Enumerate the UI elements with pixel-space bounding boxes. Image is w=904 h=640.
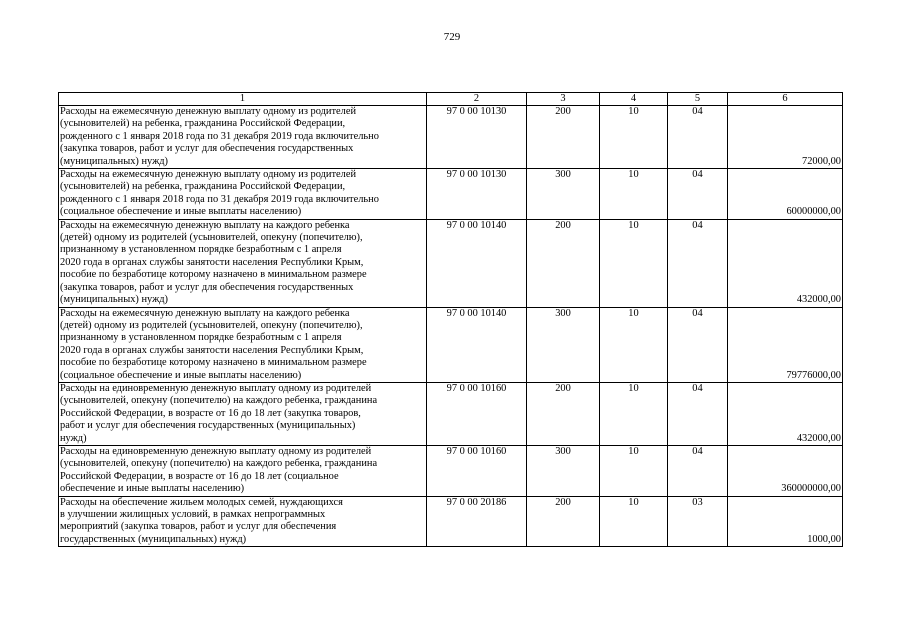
row-amount: 360000000,00 <box>728 445 843 496</box>
row-section: 10 <box>600 307 668 382</box>
row-code: 97 0 00 10140 <box>427 307 527 382</box>
row-amount: 79776000,00 <box>728 307 843 382</box>
row-name: Расходы на единовременную денежную выплату одному из родителей (усыновителей, опекуну (попечителю) на каждого ребенка, гражданина Российской Федерации, в возрасте от 16 до 18 лет (закупка товаров, работ и услуг для обеспечения государственных (муниципальных) нужд) <box>59 382 427 445</box>
row-name: Расходы на ежемесячную денежную выплату на каждого ребенка (детей) одному из родителей (усыновителей, опекуну (попечителю), признанному в установленном порядке безработным с 1 апреля 2020 года в органах службы занятости населения Республики Крым, пособие по безработице которому назначено в минимальном размере (социальное обеспечение и иные выплаты населению) <box>59 307 427 382</box>
row-section: 10 <box>600 106 668 169</box>
row-name: Расходы на обеспечение жильем молодых семей, нуждающихся в улучшении жилищных условий, в рамках непрограммных мероприятий (закупка товаров, работ и услуг для обеспечения государственных (муниципальных) нужд) <box>59 496 427 547</box>
row-name: Расходы на единовременную денежную выплату одному из родителей (усыновителей, опекуну (попечителю) на каждого ребенка, гражданина Российской Федерации, в возрасте от 16 до 18 лет (социальное обеспечение и иные выплаты населению) <box>59 445 427 496</box>
table-row <box>59 382 843 445</box>
table-row <box>59 219 843 307</box>
table-row <box>59 496 843 547</box>
row-code: 97 0 00 10160 <box>427 382 527 445</box>
row-subsection: 04 <box>668 307 728 382</box>
header-cell: 5 <box>668 93 728 106</box>
row-code: 97 0 00 20186 <box>427 496 527 547</box>
row-code: 97 0 00 10140 <box>427 219 527 307</box>
table-row <box>59 169 843 220</box>
row-section: 10 <box>600 169 668 220</box>
row-type: 200 <box>527 219 600 307</box>
row-code: 97 0 00 10130 <box>427 106 527 169</box>
row-name: Расходы на ежемесячную денежную выплату на каждого ребенка (детей) одному из родителей (усыновителей, опекуну (попечителю), признанному в установленном порядке безработным с 1 апреля 2020 года в органах службы занятости населения Республики Крым, пособие по безработице которому назначено в минимальном размере (закупка товаров, работ и услуг для обеспечения государственных (муниципальных) нужд) <box>59 219 427 307</box>
table-header-row <box>59 93 843 106</box>
row-type: 200 <box>527 106 600 169</box>
row-amount: 60000000,00 <box>728 169 843 220</box>
header-cell: 4 <box>600 93 668 106</box>
row-section: 10 <box>600 496 668 547</box>
row-amount: 432000,00 <box>728 382 843 445</box>
row-code: 97 0 00 10160 <box>427 445 527 496</box>
row-section: 10 <box>600 219 668 307</box>
table-row <box>59 445 843 496</box>
row-amount: 1000,00 <box>728 496 843 547</box>
table-row <box>59 106 843 169</box>
page-number: 729 <box>443 31 461 43</box>
row-subsection: 04 <box>668 382 728 445</box>
row-subsection: 04 <box>668 445 728 496</box>
header-cell: 3 <box>527 93 600 106</box>
header-cell: 1 <box>59 93 427 106</box>
table-row <box>59 307 843 382</box>
row-type: 300 <box>527 445 600 496</box>
row-subsection: 04 <box>668 106 728 169</box>
row-amount: 72000,00 <box>728 106 843 169</box>
budget-table <box>58 92 843 547</box>
row-type: 200 <box>527 382 600 445</box>
row-type: 300 <box>527 307 600 382</box>
row-amount: 432000,00 <box>728 219 843 307</box>
row-subsection: 03 <box>668 496 728 547</box>
row-subsection: 04 <box>668 219 728 307</box>
row-section: 10 <box>600 382 668 445</box>
row-section: 10 <box>600 445 668 496</box>
row-type: 200 <box>527 496 600 547</box>
row-name: Расходы на ежемесячную денежную выплату одному из родителей (усыновителей) на ребенка, гражданина Российской Федерации, рожденного с 1 января 2018 года по 31 декабря 2019 года включительно (социальное обеспечение и иные выплаты населению) <box>59 169 427 220</box>
header-cell: 2 <box>427 93 527 106</box>
row-subsection: 04 <box>668 169 728 220</box>
row-type: 300 <box>527 169 600 220</box>
row-name: Расходы на ежемесячную денежную выплату одному из родителей (усыновителей) на ребенка, гражданина Российской Федерации, рожденного с 1 января 2018 года по 31 декабря 2019 года включительно (закупка товаров, работ и услуг для обеспечения государственных (муниципальных) нужд) <box>59 106 427 169</box>
header-cell: 6 <box>728 93 843 106</box>
row-code: 97 0 00 10130 <box>427 169 527 220</box>
